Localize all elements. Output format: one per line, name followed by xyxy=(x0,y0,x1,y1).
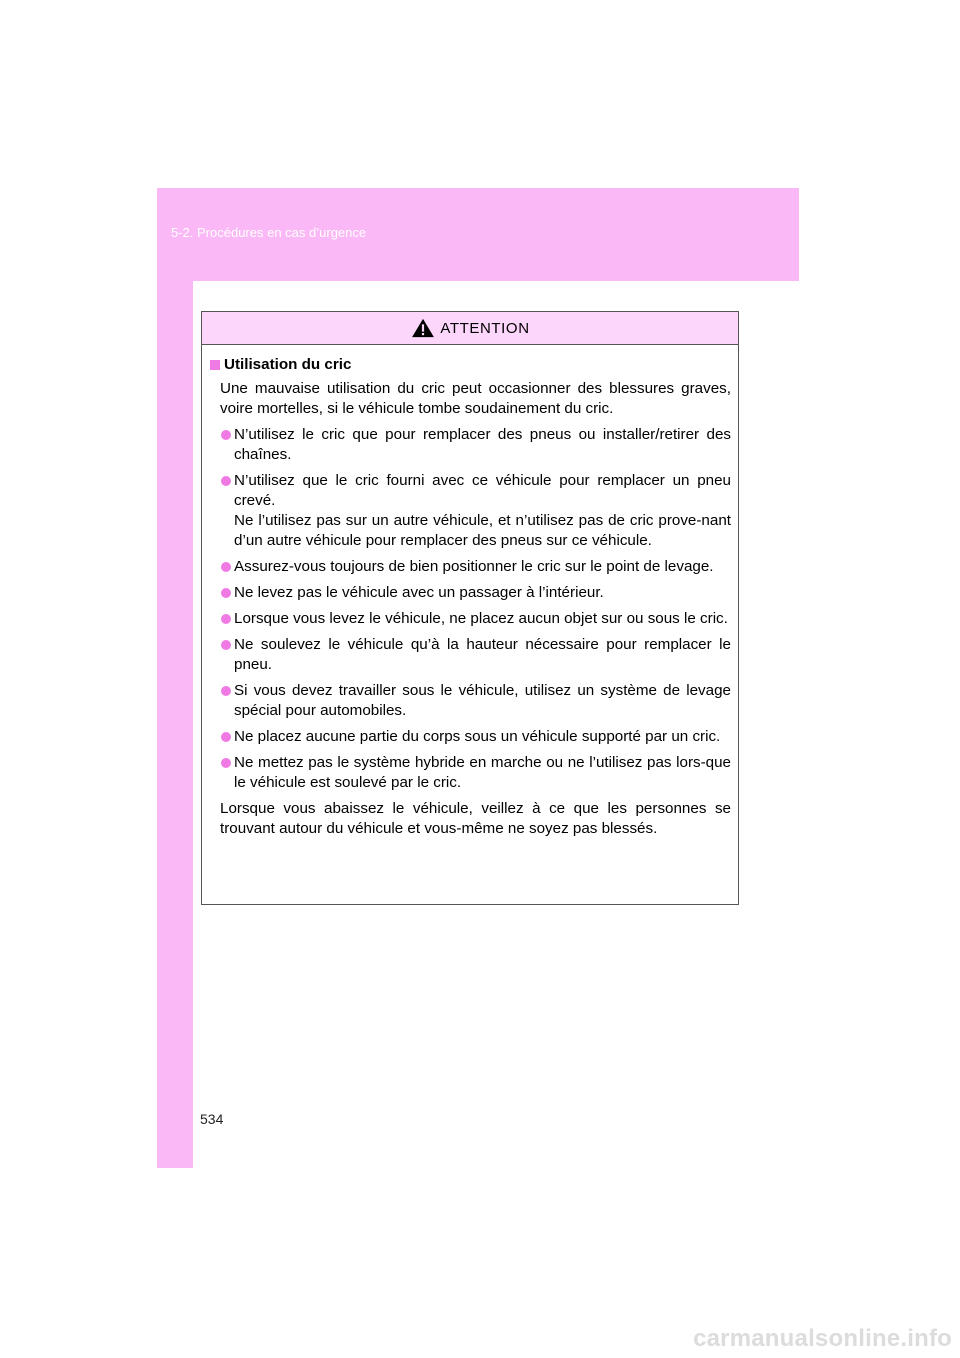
list-item-text: Ne mettez pas le système hybride en marche ou ne l’utilisez pas lors-que le véhicule est soulevé par le cric. xyxy=(234,754,731,791)
round-bullet-icon xyxy=(221,430,231,440)
list-item-text: Ne soulevez le véhicule qu’à la hauteur nécessaire pour remplacer le pneu. xyxy=(234,636,731,673)
list-item xyxy=(210,557,731,577)
side-band xyxy=(157,281,193,1168)
caution-title: ATTENTION xyxy=(440,319,530,337)
list-item-text: Assurez-vous toujours de bien positionner le cric sur le point de levage. xyxy=(234,558,714,575)
square-bullet-icon xyxy=(210,360,220,370)
list-item xyxy=(210,425,731,465)
list-item-text: N’utilisez le cric que pour remplacer des pneus ou installer/retirer des chaînes. xyxy=(234,426,731,463)
list-item xyxy=(210,753,731,793)
list-item xyxy=(210,471,731,551)
caution-header xyxy=(202,312,738,345)
round-bullet-icon xyxy=(221,588,231,598)
round-bullet-icon xyxy=(221,686,231,696)
caution-body xyxy=(202,345,738,839)
subheading xyxy=(210,355,731,375)
list-item xyxy=(210,681,731,721)
round-bullet-icon xyxy=(221,614,231,624)
intro-paragraph: Une mauvaise utilisation du cric peut occasionner des blessures graves, voire mortelles, si le véhicule tombe soudainement du cric. xyxy=(220,380,731,417)
list-item xyxy=(210,727,731,747)
list-item xyxy=(210,635,731,675)
section-title: 5-2. Procédures en cas d’urgence xyxy=(171,225,367,240)
page-number: 534 xyxy=(200,1111,224,1127)
list-item-extra-text: Ne l’utilisez pas sur un autre véhicule, et n’utilisez pas de cric prove-nant d’un autre véhicule pour remplacer des pneus sur ce véhicule. xyxy=(234,512,731,549)
round-bullet-icon xyxy=(221,758,231,768)
list-item xyxy=(210,609,731,629)
list-item-text: Ne placez aucune partie du corps sous un véhicule supporté par un cric. xyxy=(234,728,721,745)
list-item xyxy=(210,583,731,603)
round-bullet-icon xyxy=(221,640,231,650)
warning-triangle-icon xyxy=(410,318,436,338)
watermark: carmanualsonline.info xyxy=(693,1325,952,1352)
round-bullet-icon xyxy=(221,562,231,572)
subheading-text: Utilisation du cric xyxy=(224,356,352,373)
round-bullet-icon xyxy=(221,476,231,486)
list-item-text: Ne levez pas le véhicule avec un passager à l’intérieur. xyxy=(234,584,604,601)
round-bullet-icon xyxy=(221,732,231,742)
closing-paragraph: Lorsque vous abaissez le véhicule, veillez à ce que les personnes se trouvant autour du véhicule et vous-même ne soyez pas blessés. xyxy=(220,800,731,837)
caution-box xyxy=(201,311,739,905)
list-item-text: Lorsque vous levez le véhicule, ne placez aucun objet sur ou sous le cric. xyxy=(234,610,728,627)
list-item-text: N’utilisez que le cric fourni avec ce véhicule pour remplacer un pneu crevé. xyxy=(234,472,731,509)
list-item-text: Si vous devez travailler sous le véhicule, utilisez un système de levage spécial pour automobiles. xyxy=(234,682,731,719)
